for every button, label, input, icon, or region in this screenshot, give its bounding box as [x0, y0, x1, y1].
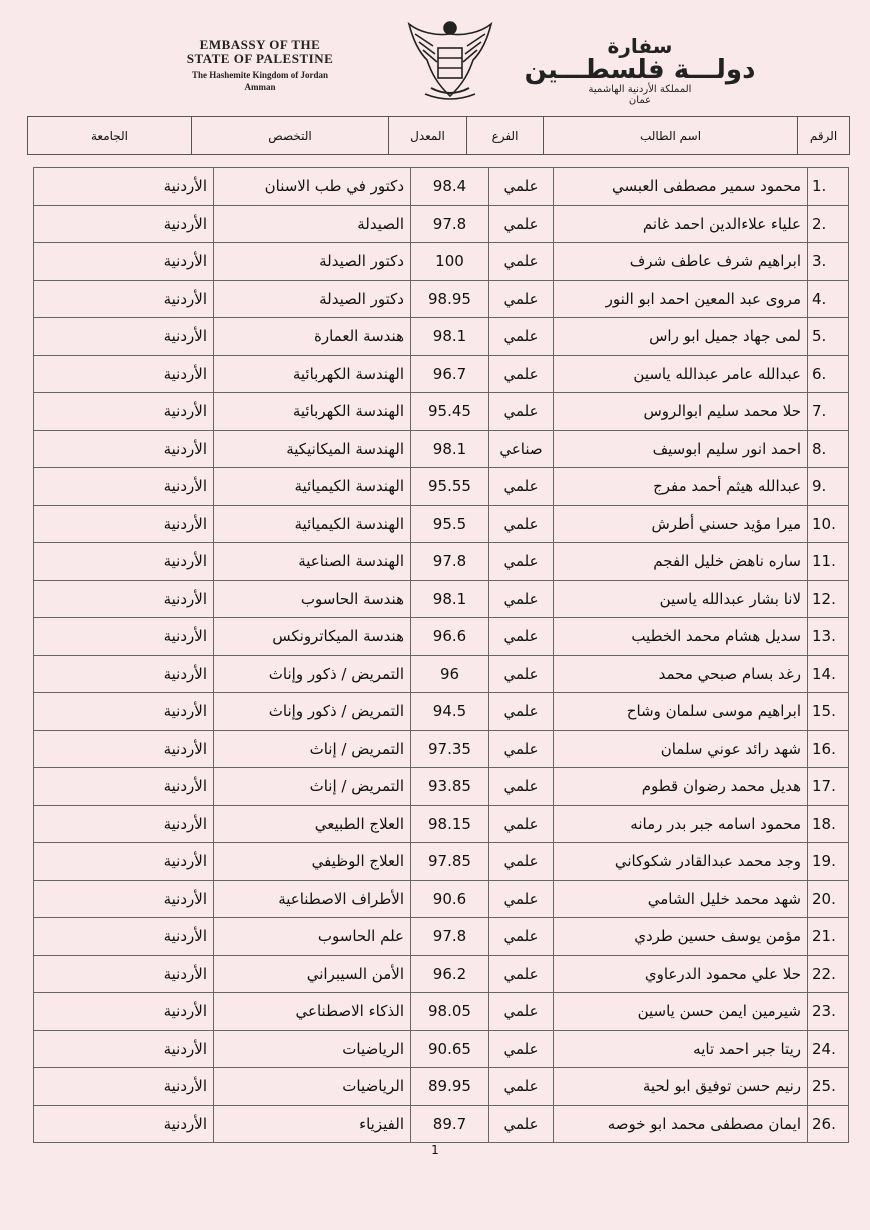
- specialization-cell: الصيدلة: [214, 205, 411, 243]
- specialization-cell: العلاج الطبيعي: [214, 805, 411, 843]
- student-name-cell: مؤمن يوسف حسين طردي: [554, 918, 808, 956]
- table-row: [34, 730, 849, 768]
- average-cell: 93.85: [411, 768, 489, 806]
- university-cell: الأردنية: [34, 168, 214, 206]
- average-cell: 98.05: [411, 993, 489, 1031]
- branch-cell: علمي: [489, 618, 554, 656]
- specialization-cell: دكتور الصيدلة: [214, 243, 411, 281]
- en-line-1: EMBASSY OF THE: [199, 37, 321, 52]
- row-number-cell: 9.: [808, 468, 849, 506]
- university-cell: الأردنية: [34, 243, 214, 281]
- student-name-cell: ساره ناهض خليل الفجم: [554, 543, 808, 581]
- letterhead: [0, 14, 870, 110]
- row-number-cell: 25.: [808, 1068, 849, 1106]
- branch-cell: علمي: [489, 1030, 554, 1068]
- branch-cell: علمي: [489, 505, 554, 543]
- university-cell: الأردنية: [34, 355, 214, 393]
- header-avg: المعدل: [389, 117, 467, 155]
- specialization-cell: التمريض / إناث: [214, 730, 411, 768]
- specialization-cell: هندسة الميكاترونكس: [214, 618, 411, 656]
- student-name-cell: علياء علاءالدين احمد غانم: [554, 205, 808, 243]
- specialization-cell: الهندسة الكيميائية: [214, 468, 411, 506]
- row-number-cell: 23.: [808, 993, 849, 1031]
- row-number-cell: 10.: [808, 505, 849, 543]
- table-row: [34, 393, 849, 431]
- branch-cell: علمي: [489, 918, 554, 956]
- row-number-cell: 21.: [808, 918, 849, 956]
- branch-cell: علمي: [489, 880, 554, 918]
- row-number-cell: 22.: [808, 955, 849, 993]
- branch-cell: علمي: [489, 693, 554, 731]
- branch-cell: علمي: [489, 318, 554, 356]
- average-cell: 96.7: [411, 355, 489, 393]
- english-letterhead: [150, 38, 370, 93]
- student-name-cell: حلا محمد سليم ابوالروس: [554, 393, 808, 431]
- column-header-table: [27, 116, 850, 155]
- specialization-cell: دكتور في طب الاسنان: [214, 168, 411, 206]
- specialization-cell: التمريض / ذكور وإناث: [214, 693, 411, 731]
- branch-cell: علمي: [489, 843, 554, 881]
- row-number-cell: 16.: [808, 730, 849, 768]
- row-number-cell: 11.: [808, 543, 849, 581]
- row-number-cell: 6.: [808, 355, 849, 393]
- branch-cell: علمي: [489, 768, 554, 806]
- specialization-cell: الهندسة الكيميائية: [214, 505, 411, 543]
- row-number-cell: 18.: [808, 805, 849, 843]
- table-row: [34, 430, 849, 468]
- university-cell: الأردنية: [34, 430, 214, 468]
- student-name-cell: احمد انور سليم ابوسيف: [554, 430, 808, 468]
- average-cell: 97.8: [411, 918, 489, 956]
- table-row: [34, 880, 849, 918]
- specialization-cell: هندسة العمارة: [214, 318, 411, 356]
- university-cell: الأردنية: [34, 318, 214, 356]
- university-cell: الأردنية: [34, 1105, 214, 1143]
- student-name-cell: رنيم حسن توفيق ابو لحية: [554, 1068, 808, 1106]
- specialization-cell: الهندسة الكهربائية: [214, 393, 411, 431]
- row-number-cell: 13.: [808, 618, 849, 656]
- table-row: [34, 205, 849, 243]
- students-table-body: [34, 168, 849, 1143]
- row-number-cell: 1.: [808, 168, 849, 206]
- student-name-cell: ميرا مؤيد حسني أطرش: [554, 505, 808, 543]
- branch-cell: علمي: [489, 655, 554, 693]
- header-branch: الفرع: [467, 117, 544, 155]
- average-cell: 94.5: [411, 693, 489, 731]
- row-number-cell: 2.: [808, 205, 849, 243]
- university-cell: الأردنية: [34, 880, 214, 918]
- university-cell: الأردنية: [34, 618, 214, 656]
- student-name-cell: ابراهيم موسى سلمان وشاح: [554, 693, 808, 731]
- header-univ: الجامعة: [28, 117, 192, 155]
- table-row: [34, 768, 849, 806]
- branch-cell: علمي: [489, 1068, 554, 1106]
- specialization-cell: دكتور الصيدلة: [214, 280, 411, 318]
- university-cell: الأردنية: [34, 955, 214, 993]
- table-row: [34, 280, 849, 318]
- row-number-cell: 5.: [808, 318, 849, 356]
- branch-cell: علمي: [489, 243, 554, 281]
- average-cell: 98.1: [411, 430, 489, 468]
- row-number-cell: 19.: [808, 843, 849, 881]
- table-row: [34, 243, 849, 281]
- specialization-cell: الهندسة الكهربائية: [214, 355, 411, 393]
- table-row: [34, 805, 849, 843]
- specialization-cell: الهندسة الصناعية: [214, 543, 411, 581]
- branch-cell: علمي: [489, 355, 554, 393]
- student-name-cell: محمود اسامه جبر بدر رمانه: [554, 805, 808, 843]
- row-number-cell: 8.: [808, 430, 849, 468]
- average-cell: 97.85: [411, 843, 489, 881]
- branch-cell: علمي: [489, 168, 554, 206]
- palestine-eagle-emblem-icon: [405, 16, 495, 102]
- branch-cell: علمي: [489, 730, 554, 768]
- student-name-cell: شهد رائد عوني سلمان: [554, 730, 808, 768]
- average-cell: 97.35: [411, 730, 489, 768]
- university-cell: الأردنية: [34, 205, 214, 243]
- university-cell: الأردنية: [34, 655, 214, 693]
- average-cell: 97.8: [411, 543, 489, 581]
- average-cell: 95.5: [411, 505, 489, 543]
- student-name-cell: ابراهيم شرف عاطف شرف: [554, 243, 808, 281]
- university-cell: الأردنية: [34, 580, 214, 618]
- specialization-cell: الرياضيات: [214, 1068, 411, 1106]
- row-number-cell: 12.: [808, 580, 849, 618]
- average-cell: 97.8: [411, 205, 489, 243]
- student-name-cell: وجد محمد عبدالقادر شكوكاني: [554, 843, 808, 881]
- student-name-cell: ريتا جبر احمد تايه: [554, 1030, 808, 1068]
- average-cell: 98.4: [411, 168, 489, 206]
- branch-cell: علمي: [489, 205, 554, 243]
- header-spec: التخصص: [192, 117, 389, 155]
- specialization-cell: الأطراف الاصطناعية: [214, 880, 411, 918]
- average-cell: 95.45: [411, 393, 489, 431]
- average-cell: 100: [411, 243, 489, 281]
- university-cell: الأردنية: [34, 918, 214, 956]
- university-cell: الأردنية: [34, 280, 214, 318]
- student-name-cell: عبدالله عامر عبدالله ياسين: [554, 355, 808, 393]
- header-name: اسم الطالب: [544, 117, 798, 155]
- university-cell: الأردنية: [34, 468, 214, 506]
- average-cell: 96.2: [411, 955, 489, 993]
- specialization-cell: الهندسة الميكانيكية: [214, 430, 411, 468]
- branch-cell: صناعي: [489, 430, 554, 468]
- university-cell: الأردنية: [34, 805, 214, 843]
- ar-line-4: عمان: [628, 95, 652, 106]
- table-row: [34, 618, 849, 656]
- specialization-cell: الأمن السيبراني: [214, 955, 411, 993]
- row-number-cell: 14.: [808, 655, 849, 693]
- table-row: [34, 468, 849, 506]
- student-name-cell: رغد بسام صبحي محمد: [554, 655, 808, 693]
- branch-cell: علمي: [489, 580, 554, 618]
- average-cell: 89.7: [411, 1105, 489, 1143]
- table-row: [34, 918, 849, 956]
- average-cell: 98.15: [411, 805, 489, 843]
- table-row: [34, 1030, 849, 1068]
- university-cell: الأردنية: [34, 393, 214, 431]
- student-name-cell: هديل محمد رضوان قطوم: [554, 768, 808, 806]
- table-row: [34, 955, 849, 993]
- table-row: [34, 993, 849, 1031]
- average-cell: 90.6: [411, 880, 489, 918]
- table-row: [34, 543, 849, 581]
- university-cell: الأردنية: [34, 993, 214, 1031]
- table-row: [34, 693, 849, 731]
- specialization-cell: علم الحاسوب: [214, 918, 411, 956]
- row-number-cell: 26.: [808, 1105, 849, 1143]
- ar-line-1: سفارة: [607, 34, 673, 58]
- ar-line-2: دولـــة فلسطـــين: [524, 55, 756, 85]
- average-cell: 98.95: [411, 280, 489, 318]
- student-name-cell: محمود سمير مصطفى العبسي: [554, 168, 808, 206]
- specialization-cell: الرياضيات: [214, 1030, 411, 1068]
- arabic-letterhead: [520, 36, 760, 106]
- row-number-cell: 24.: [808, 1030, 849, 1068]
- row-number-cell: 15.: [808, 693, 849, 731]
- university-cell: الأردنية: [34, 1068, 214, 1106]
- student-name-cell: لانا بشار عبدالله ياسين: [554, 580, 808, 618]
- row-number-cell: 20.: [808, 880, 849, 918]
- branch-cell: علمي: [489, 805, 554, 843]
- table-row: [34, 1105, 849, 1143]
- students-table: [33, 167, 849, 1143]
- branch-cell: علمي: [489, 543, 554, 581]
- specialization-cell: هندسة الحاسوب: [214, 580, 411, 618]
- average-cell: 95.55: [411, 468, 489, 506]
- specialization-cell: الفيزياء: [214, 1105, 411, 1143]
- table-row: [34, 318, 849, 356]
- en-line-4: Amman: [244, 82, 276, 92]
- row-number-cell: 17.: [808, 768, 849, 806]
- university-cell: الأردنية: [34, 543, 214, 581]
- branch-cell: علمي: [489, 393, 554, 431]
- average-cell: 89.95: [411, 1068, 489, 1106]
- student-name-cell: شيرمين ايمن حسن ياسين: [554, 993, 808, 1031]
- university-cell: الأردنية: [34, 1030, 214, 1068]
- row-number-cell: 4.: [808, 280, 849, 318]
- university-cell: الأردنية: [34, 730, 214, 768]
- en-line-2: STATE OF PALESTINE: [186, 51, 334, 66]
- table-row: [34, 168, 849, 206]
- branch-cell: علمي: [489, 468, 554, 506]
- university-cell: الأردنية: [34, 693, 214, 731]
- specialization-cell: التمريض / ذكور وإناث: [214, 655, 411, 693]
- page-number: 1: [431, 1143, 439, 1157]
- table-row: [34, 655, 849, 693]
- average-cell: 96: [411, 655, 489, 693]
- branch-cell: علمي: [489, 1105, 554, 1143]
- student-name-cell: سديل هشام محمد الخطيب: [554, 618, 808, 656]
- average-cell: 96.6: [411, 618, 489, 656]
- student-name-cell: لمى جهاد جميل ابو راس: [554, 318, 808, 356]
- branch-cell: علمي: [489, 280, 554, 318]
- branch-cell: علمي: [489, 955, 554, 993]
- student-name-cell: ايمان مصطفى محمد ابو خوصه: [554, 1105, 808, 1143]
- row-number-cell: 7.: [808, 393, 849, 431]
- average-cell: 98.1: [411, 318, 489, 356]
- student-name-cell: مروى عبد المعين احمد ابو النور: [554, 280, 808, 318]
- university-cell: الأردنية: [34, 505, 214, 543]
- table-row: [34, 505, 849, 543]
- university-cell: الأردنية: [34, 768, 214, 806]
- table-row: [34, 355, 849, 393]
- university-cell: الأردنية: [34, 843, 214, 881]
- ar-line-3: المملكة الأردنية الهاشمية: [588, 84, 692, 95]
- specialization-cell: الذكاء الاصطناعي: [214, 993, 411, 1031]
- student-name-cell: حلا علي محمود الدرعاوي: [554, 955, 808, 993]
- specialization-cell: التمريض / إناث: [214, 768, 411, 806]
- student-name-cell: شهد محمد خليل الشامي: [554, 880, 808, 918]
- table-row: [34, 843, 849, 881]
- average-cell: 98.1: [411, 580, 489, 618]
- average-cell: 90.65: [411, 1030, 489, 1068]
- student-name-cell: عبدالله هيثم أحمد مفرج: [554, 468, 808, 506]
- table-row: [34, 580, 849, 618]
- specialization-cell: العلاج الوظيفي: [214, 843, 411, 881]
- row-number-cell: 3.: [808, 243, 849, 281]
- header-num: الرقم: [798, 117, 850, 155]
- table-row: [34, 1068, 849, 1106]
- branch-cell: علمي: [489, 993, 554, 1031]
- en-line-3: The Hashemite Kingdom of Jordan: [191, 70, 328, 80]
